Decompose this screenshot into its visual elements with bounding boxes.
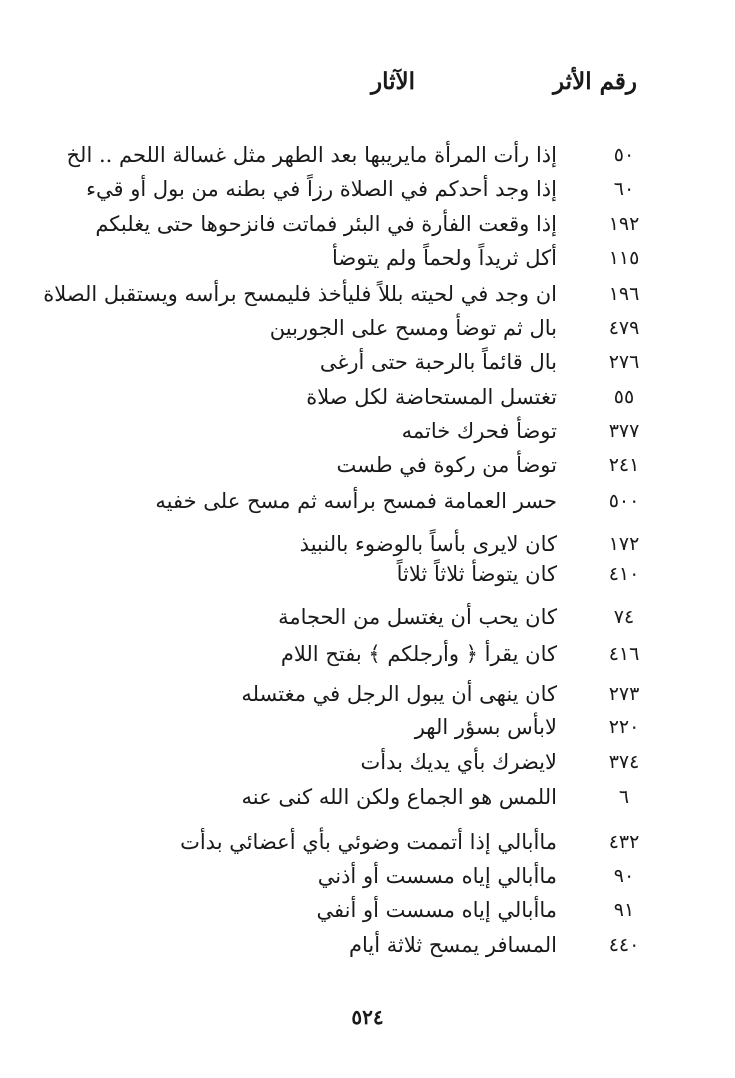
entry-number: ٤١٦: [608, 643, 640, 665]
entry-number: ٦٠: [613, 178, 635, 200]
entry-text: إذا وجد أحدكم في الصلاة رزاً في بطنه من بول أو قيء: [86, 177, 557, 201]
entry-text: ماأبالي إذا أتممت وضوئي بأي أعضائي بدأت: [180, 830, 557, 854]
list-item: [0, 448, 735, 482]
list-item: [0, 277, 735, 311]
page-number: ٥٢٤: [351, 1005, 384, 1029]
entry-text: ان وجد في لحيته بللاً فليأخذ فليمسح برأسه ويستقبل الصلاة: [43, 282, 557, 306]
list-item: [0, 345, 735, 379]
list-item: [0, 557, 735, 591]
list-item: [0, 677, 735, 711]
entry-text: كان يتوضأ ثلاثاً ثلاثاً: [396, 562, 557, 586]
entry-number: ٧٤: [613, 606, 635, 628]
list-item: [0, 138, 735, 172]
entry-number: ٩٠: [613, 865, 635, 887]
entry-text: كان لايرى بأساً بالوضوء بالنبيذ: [299, 532, 557, 556]
entry-number: ٦: [618, 786, 630, 808]
list-item: [0, 207, 735, 241]
entry-text: إذا وقعت الفأرة في البئر فماتت فانزحوها حتى يغلبكم: [95, 212, 557, 236]
entry-number: ٢٢٠: [608, 716, 640, 738]
list-item: [0, 414, 735, 448]
entry-text: ماأبالي إياه مسست أو أنفي: [316, 898, 557, 922]
list-item: [0, 527, 735, 561]
list-item: [0, 241, 735, 275]
entry-number: ١٩٦: [608, 283, 640, 305]
entry-number: ٤٤٠: [608, 934, 640, 956]
list-item: [0, 780, 735, 814]
entry-text: بال قائماً بالرحبة حتى أرغى: [319, 350, 557, 374]
entry-number: ٢٧٣: [608, 683, 640, 705]
entry-text: توضأ فحرك خاتمه: [401, 419, 557, 443]
entry-number: ٥٠٠: [608, 490, 640, 512]
list-item: [0, 484, 735, 518]
list-item: [0, 311, 735, 345]
list-item: [0, 859, 735, 893]
list-item: [0, 928, 735, 962]
entry-number: ٥٥: [613, 386, 635, 408]
entry-text: اللمس هو الجماع ولكن الله كنى عنه: [241, 785, 557, 809]
entry-number: ١٧٢: [608, 533, 640, 555]
entry-number: ٩١: [613, 899, 635, 921]
entry-text: تغتسل المستحاضة لكل صلاة: [306, 385, 557, 409]
entry-text: أكل ثريداً ولحماً ولم يتوضأ: [332, 246, 557, 270]
entry-number: ٤٧٩: [608, 317, 640, 339]
entry-number: ٣٧٤: [608, 751, 640, 773]
list-item: [0, 637, 735, 671]
entry-text: كان يحب أن يغتسل من الحجامة: [278, 605, 557, 629]
list-item: [0, 380, 735, 414]
entry-text: لابأس بسؤر الهر: [414, 715, 557, 739]
entry-text: كان يقرأ ﴿ وأرجلكم ﴾ بفتح اللام: [280, 642, 557, 666]
entry-number: ١١٥: [608, 247, 640, 269]
list-item: [0, 893, 735, 927]
column-header-number: رقم الأثر: [552, 68, 637, 95]
entry-text: إذا رأت المرأة مايريبها بعد الطهر مثل غسالة اللحم .. الخ: [66, 143, 557, 167]
entry-text: حسر العمامة فمسح برأسه ثم مسح على خفيه: [155, 489, 557, 513]
entry-text: توضأ من ركوة في طست: [336, 453, 557, 477]
entry-number: ٢٤١: [608, 454, 640, 476]
list-item: [0, 745, 735, 779]
list-item: [0, 172, 735, 206]
list-item: [0, 710, 735, 744]
entry-text: ماأبالي إياه مسست أو أذني: [317, 864, 557, 888]
entry-number: ٣٧٧: [608, 420, 640, 442]
entry-number: ٤١٠: [608, 563, 640, 585]
entry-text: المسافر يمسح ثلاثة أيام: [349, 933, 557, 957]
column-header-text: الآثار: [370, 68, 415, 95]
entry-text: لايضرك بأي يديك بدأت: [360, 750, 557, 774]
entry-number: ٢٧٦: [608, 351, 640, 373]
entry-text: كان ينهى أن يبول الرجل في مغتسله: [241, 682, 557, 706]
entry-text: بال ثم توضأ ومسح على الجوربين: [269, 316, 557, 340]
list-item: [0, 825, 735, 859]
entry-number: ١٩٢: [608, 213, 640, 235]
list-item: [0, 600, 735, 634]
entry-number: ٤٣٢: [608, 831, 640, 853]
entry-number: ٥٠: [613, 144, 635, 166]
